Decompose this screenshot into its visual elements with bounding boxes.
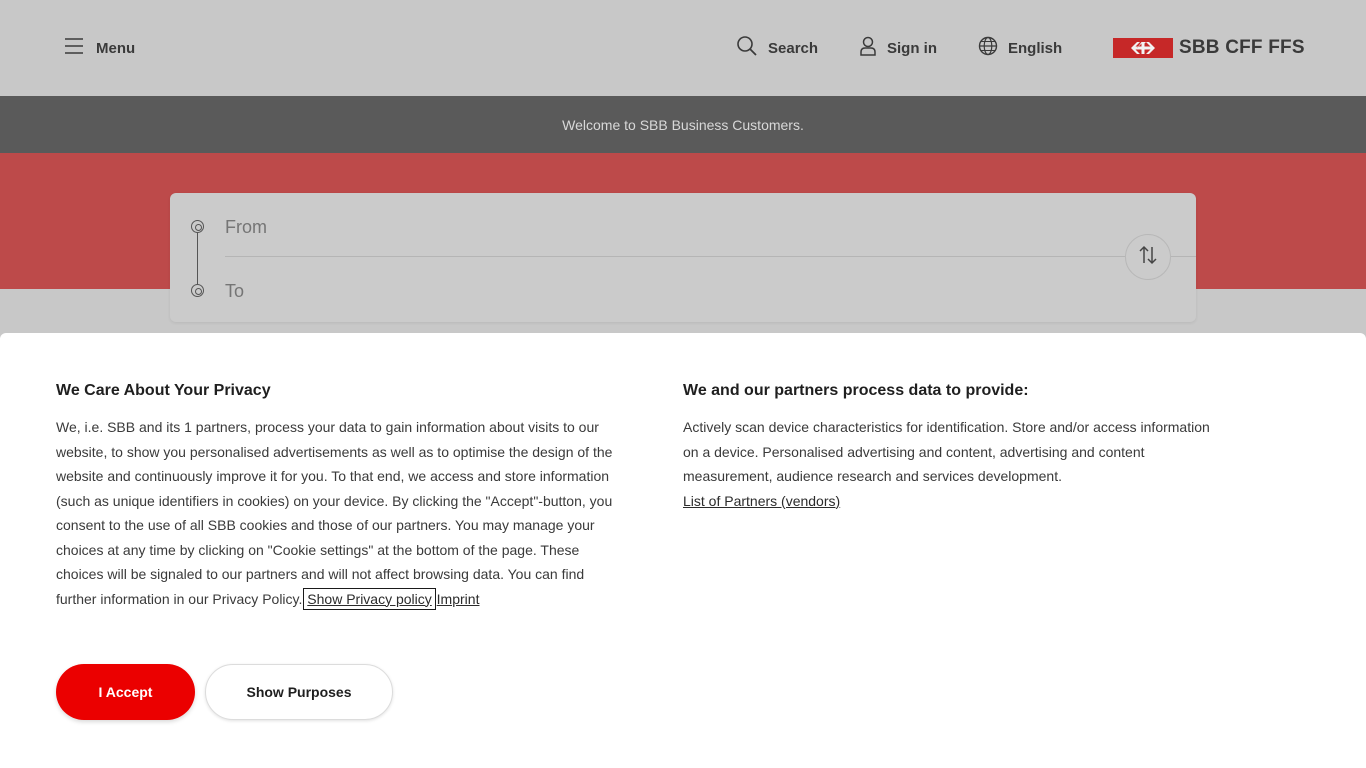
- language-label: English: [1008, 39, 1063, 57]
- welcome-text: Welcome to SBB Business Customers.: [562, 116, 804, 133]
- to-input[interactable]: [225, 279, 1105, 303]
- sbb-logo-icon: [1113, 38, 1173, 58]
- purposes-title: We and our partners process data to provide:: [683, 382, 1029, 399]
- privacy-body: We, i.e. SBB and its 1 partners, process your data to gain information about visits to our website, to show you personalised advertisements as well as to optimise the design of the website and continuously improve it for you. To that end, we access and store information (such as unique identifiers in cookies) on your device. By clicking the "Accept"-button, you consent to the use of all SBB cookies and those of our partners. You may manage your choices at any time by clicking on "Cookie settings" at the bottom of the page. These choices will be signaled to our partners and will not affect browsing data. You can find further information in our Privacy Policy.: [56, 419, 613, 607]
- accept-button[interactable]: I Accept: [56, 664, 195, 720]
- privacy-info-column: [56, 381, 626, 611]
- globe-icon: [978, 36, 998, 60]
- purposes-text: Actively scan device characteristics for identification. Store and/or access information on a device. Personalised advertising and content, advertising and content measurement, audience research and services development.: [683, 419, 1210, 484]
- stop-circle-icon: [191, 284, 204, 297]
- route-line: [197, 226, 198, 290]
- stop-circle-icon: [191, 220, 204, 233]
- language-selector[interactable]: [978, 36, 1062, 60]
- purposes-column: [683, 381, 1223, 513]
- privacy-dialog: [0, 333, 1366, 768]
- search-icon: [736, 35, 758, 61]
- menu-label: Menu: [96, 39, 136, 57]
- user-icon: [859, 36, 877, 60]
- field-divider: [225, 256, 1196, 257]
- journey-planner: [170, 193, 1196, 322]
- sbb-logo-text: SBB CFF FFS: [1179, 37, 1305, 58]
- partners-list-link[interactable]: List of Partners (vendors): [683, 492, 841, 509]
- sbb-logo[interactable]: [1113, 38, 1305, 58]
- menu-button[interactable]: [64, 36, 135, 60]
- signin-label: Sign in: [887, 39, 937, 57]
- signin-button[interactable]: [859, 36, 937, 60]
- swap-stations-button[interactable]: [1125, 234, 1171, 280]
- show-privacy-policy-link[interactable]: Show Privacy policy: [307, 590, 432, 607]
- privacy-text: [56, 415, 626, 611]
- site-header: [0, 0, 1366, 96]
- privacy-title: We Care About Your Privacy: [56, 382, 271, 399]
- consent-buttons: [56, 664, 393, 720]
- from-input[interactable]: [225, 215, 1105, 239]
- welcome-banner: [0, 96, 1366, 153]
- hamburger-icon: [64, 37, 84, 59]
- swap-arrows-icon: [1137, 244, 1159, 271]
- search-button[interactable]: [736, 36, 818, 60]
- imprint-link[interactable]: Imprint: [436, 590, 480, 607]
- show-purposes-button[interactable]: Show Purposes: [205, 664, 393, 720]
- search-label: Search: [768, 39, 819, 57]
